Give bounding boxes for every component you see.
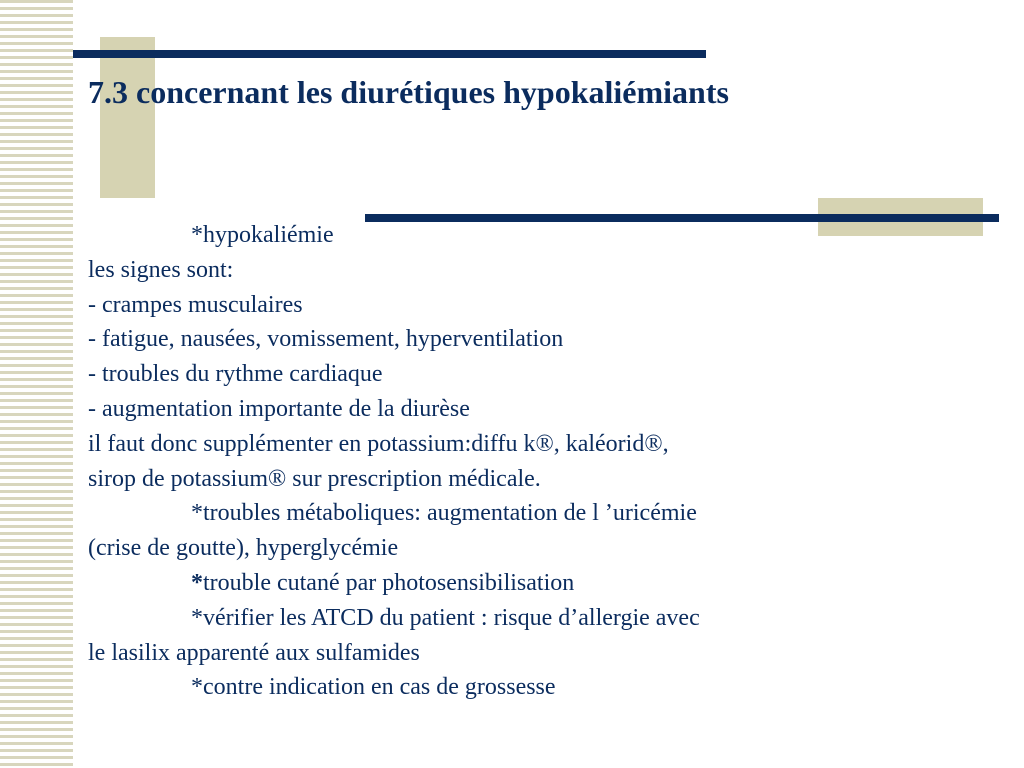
striped-sidebar-decoration xyxy=(0,0,73,768)
navy-bar-top xyxy=(73,50,706,58)
body-line: les signes sont: xyxy=(88,256,234,283)
body-line: - fatigue, nausées, vomissement, hyperventilation xyxy=(88,326,564,353)
body-line: sirop de potassium® sur prescription médicale. xyxy=(88,465,541,492)
bold-asterisk: * xyxy=(191,569,203,596)
body-line: *vérifier les ATCD du patient : risque d’allergie avec xyxy=(191,604,700,631)
tan-block-decoration-left xyxy=(100,37,155,198)
body-line: *troubles métaboliques: augmentation de l ’uricémie xyxy=(191,500,697,527)
body-line: le lasilix apparenté aux sulfamides xyxy=(88,639,420,666)
body-line: *hypokaliémie xyxy=(191,222,334,248)
body-line: il faut donc supplémenter en potassium:diffu k®, kaléorid®, xyxy=(88,430,669,457)
body-line: *contre indication en cas de grossesse xyxy=(191,674,556,701)
slide-body xyxy=(88,218,988,705)
body-line: - augmentation importante de la diurèse xyxy=(88,395,470,422)
body-line: - troubles du rythme cardiaque xyxy=(88,361,383,388)
body-line: - crampes musculaires xyxy=(88,291,303,318)
body-line: (crise de goutte), hyperglycémie xyxy=(88,535,399,562)
body-line xyxy=(88,566,988,601)
slide-title: 7.3 concernant les diurétiques hypokaliémiants xyxy=(88,74,729,110)
body-line-text: trouble cutané par photosensibilisation xyxy=(203,569,575,596)
